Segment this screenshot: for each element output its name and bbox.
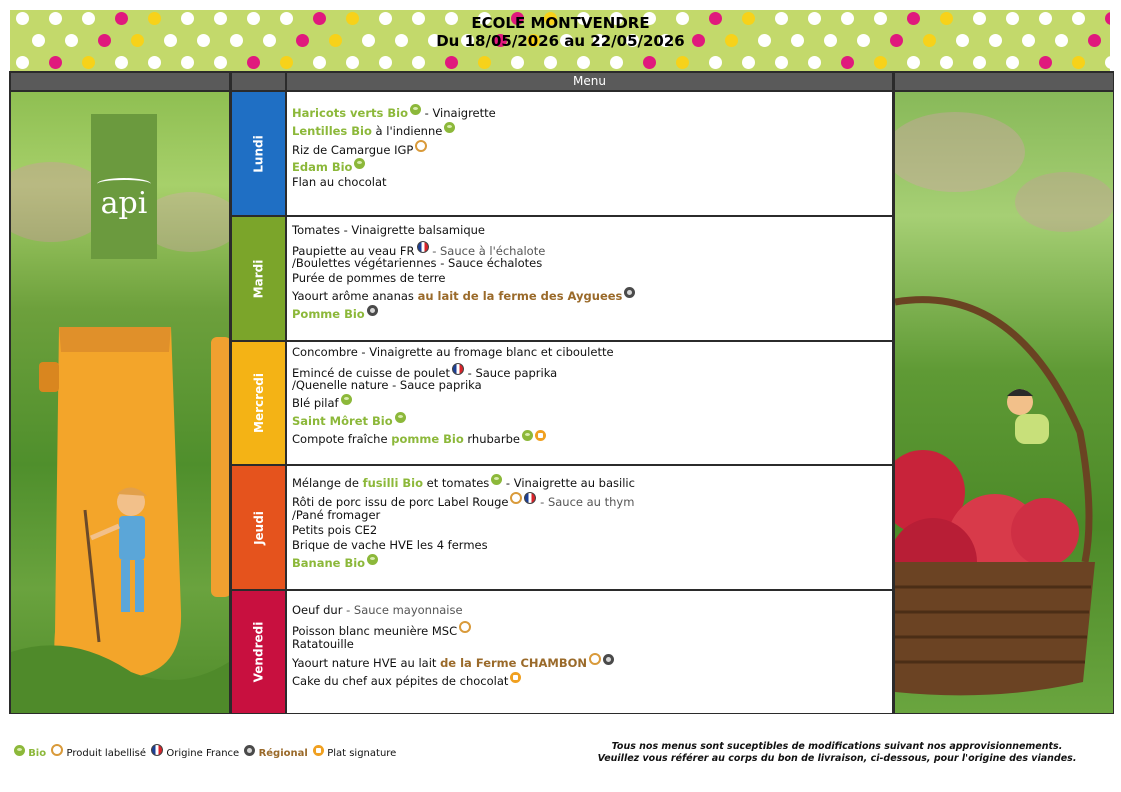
menu-item-text: Lentilles Bio (292, 124, 372, 138)
basket-illustration (895, 92, 1113, 713)
legend-signature: Plat signature (327, 748, 397, 759)
menu-item-text: - Sauce mayonnaise (342, 603, 463, 617)
menu-item (292, 305, 378, 322)
banner-dot (181, 56, 194, 69)
france-flag-icon (524, 492, 536, 504)
banner-dot (16, 56, 29, 69)
menu-cell-jeudi (287, 466, 892, 589)
day-label: Mardi (251, 259, 266, 298)
regional-icon (603, 654, 614, 665)
menu-item-text: Haricots verts Bio (292, 106, 408, 120)
menu-item (292, 394, 352, 411)
banner-dot (49, 56, 62, 69)
banner-dot (577, 56, 590, 69)
week-dates: Du 18/05/2026 au 22/05/2026 (436, 32, 685, 50)
apple-basket-photo (895, 92, 1113, 713)
banner-dot (973, 56, 986, 69)
regional-icon (624, 287, 635, 298)
menu-item-text: Paupiette au veau FR (292, 244, 415, 258)
legend-origin: Origine France (166, 748, 240, 759)
bio-icon (491, 474, 502, 485)
legend-regional: Régional (258, 748, 308, 759)
menu-item-text: Emincé de cuisse de poulet (292, 366, 450, 380)
banner-dot (214, 56, 227, 69)
banner-dot (115, 56, 128, 69)
menu-item (292, 378, 482, 393)
banner-dot (1072, 56, 1085, 69)
menu-item (292, 287, 635, 304)
bio-icon (444, 122, 455, 133)
menu-item (292, 412, 406, 429)
banner-dot (247, 56, 260, 69)
menu-item-text: Mélange de (292, 476, 363, 490)
menu-item-text: Concombre - Vinaigrette au fromage blanc et ciboulette (292, 345, 614, 359)
api-logo (91, 114, 157, 259)
logo-text: api (100, 186, 148, 221)
menu-item-text: Petits pois CE2 (292, 523, 378, 537)
day-label-wrap (232, 217, 285, 340)
signature-icon (510, 672, 521, 683)
banner-dot (148, 56, 161, 69)
menu-item-text: Brique de vache HVE les 4 fermes (292, 538, 488, 552)
france-flag-icon (151, 744, 163, 756)
menu-item-text: Blé pilaf (292, 396, 339, 410)
menu-item-text: /Boulettes végétariennes - Sauce échalotes (292, 256, 543, 270)
label-icon (415, 140, 427, 152)
day-label: Vendredi (251, 621, 266, 683)
disclaimer (560, 741, 1114, 765)
bio-icon (341, 394, 352, 405)
menu-item-text: de la Ferme CHAMBON (440, 656, 588, 670)
banner-dot (412, 56, 425, 69)
menu-item (292, 474, 635, 491)
menu-item (292, 140, 427, 158)
menu-item-text: - Sauce à l'échalote (428, 244, 546, 258)
menu-item (292, 637, 354, 652)
regional-icon (244, 745, 255, 756)
banner-dot (544, 56, 557, 69)
banner-dot (478, 56, 491, 69)
banner-dot (280, 56, 293, 69)
banner-dot (1105, 56, 1110, 69)
banner-dot (82, 56, 95, 69)
menu-item (292, 158, 365, 175)
banner-dot (676, 56, 689, 69)
banner-dot (709, 56, 722, 69)
page-title (0, 14, 1121, 50)
bio-icon (522, 430, 533, 441)
menu-item-text: Pomme Bio (292, 307, 365, 321)
school-name: ECOLE MONTVENDRE (471, 14, 650, 32)
day-label-wrap (232, 92, 285, 215)
menu-item (292, 223, 485, 238)
signature-icon (535, 430, 546, 441)
banner-dot (775, 56, 788, 69)
bio-icon (14, 745, 25, 756)
menu-item (292, 672, 521, 689)
menu-item-text: Flan au chocolat (292, 175, 387, 189)
menu-item-text: Yaourt arôme ananas (292, 289, 418, 303)
legend (12, 744, 396, 759)
menu-item-text: - Sauce paprika (464, 366, 558, 380)
menu-column-header: Menu (287, 73, 892, 90)
day-cell-lundi (232, 92, 285, 215)
day-cell-jeudi (232, 466, 285, 589)
banner-dot (313, 56, 326, 69)
menu-item-text: au lait de la ferme des Ayguees (417, 289, 623, 303)
banner-dot (379, 56, 392, 69)
menu-item-text: Oeuf dur (292, 603, 343, 617)
banner-dot (808, 56, 821, 69)
menu-item-text: Edam Bio (292, 160, 353, 174)
day-label-wrap (232, 342, 285, 464)
menu-item-text: rhubarbe (463, 432, 520, 446)
menu-item (292, 271, 446, 286)
menu-item-text: /Pané fromager (292, 508, 381, 522)
banner-dot (610, 56, 623, 69)
day-cell-vendredi (232, 591, 285, 713)
banner-dot (940, 56, 953, 69)
menu-item-text: pomme Bio (391, 432, 464, 446)
menu-item (292, 256, 542, 271)
day-cell-mardi (232, 217, 285, 340)
menu-item-text: Yaourt nature HVE au lait (292, 656, 441, 670)
menu-item-text: Saint Môret Bio (292, 414, 393, 428)
menu-item (292, 104, 496, 121)
label-icon (459, 621, 471, 633)
legend-label: Produit labellisé (66, 748, 147, 759)
menu-item-text: - Vinaigrette au basilic (502, 476, 635, 490)
label-icon (51, 744, 63, 756)
label-icon (510, 492, 522, 504)
menu-item-text: Banane Bio (292, 556, 366, 570)
header-cell-right (895, 73, 1113, 90)
header-cell-left (11, 73, 229, 90)
label-icon (589, 653, 601, 665)
menu-item (292, 538, 488, 553)
banner-dot (643, 56, 656, 69)
day-label: Mercredi (251, 373, 266, 433)
menu-item (292, 430, 546, 447)
bio-icon (367, 554, 378, 565)
menu-item-text: Riz de Camargue IGP (292, 143, 414, 157)
banner-dot (445, 56, 458, 69)
menu-item (292, 554, 378, 571)
menu-item-text: /Quenelle nature - Sauce paprika (292, 378, 482, 392)
bio-icon (354, 158, 365, 169)
banner-dot (907, 56, 920, 69)
bio-icon (395, 412, 406, 423)
france-flag-icon (417, 241, 429, 253)
menu-item-text: - Sauce au thym (536, 495, 635, 509)
menu-item-text: à l'indienne (371, 124, 443, 138)
day-cell-mercredi (232, 342, 285, 464)
france-flag-icon (452, 363, 464, 375)
menu-cell-vendredi (287, 591, 892, 713)
menu-item (292, 345, 614, 360)
menu-item-text: - Vinaigrette balsamique (339, 223, 485, 237)
banner-dot (1006, 56, 1019, 69)
menu-item-text: Tomates (292, 223, 340, 237)
menu-cell-lundi (287, 92, 892, 215)
bio-icon (410, 104, 421, 115)
banner-dot (1039, 56, 1052, 69)
menu-item (292, 122, 455, 139)
menu-item-text: fusilli Bio (362, 476, 424, 490)
header-cell-day (232, 73, 285, 90)
banner-dot (346, 56, 359, 69)
banner-dot (841, 56, 854, 69)
banner-dot (511, 56, 524, 69)
menu-item (292, 508, 380, 523)
day-label: Jeudi (251, 510, 266, 545)
menu-item-text: - Vinaigrette (420, 106, 496, 120)
banner-dot (742, 56, 755, 69)
day-label-wrap (232, 591, 285, 713)
menu-item-text: Ratatouille (292, 637, 354, 651)
menu-item-text: Poisson blanc meunière MSC (292, 624, 458, 638)
day-label: Lundi (251, 134, 266, 173)
disclaimer-line-1: Tous nos menus sont suceptibles de modifications suivant nos approvisionnements. (611, 741, 1063, 752)
menu-item-text: Compote fraîche (292, 432, 392, 446)
legend-bio: Bio (28, 748, 47, 759)
menu-item-text: et tomates (423, 476, 490, 490)
regional-icon (367, 305, 378, 316)
menu-item (292, 653, 614, 671)
menu-item (292, 523, 377, 538)
disclaimer-line-2: Veuillez vous référer au corps du bon de livraison, ci-dessous, pour l'origine des viandes. (597, 753, 1077, 764)
menu-cell-mercredi (287, 342, 892, 464)
banner-dot (874, 56, 887, 69)
day-label-wrap (232, 466, 285, 589)
menu-item-text: Rôti de porc issu de porc Label Rouge (292, 495, 509, 509)
menu-cell-mardi (287, 217, 892, 340)
signature-icon (313, 745, 324, 756)
menu-item-text: Purée de pommes de terre (292, 271, 446, 285)
menu-item (292, 603, 463, 618)
menu-item (292, 175, 387, 190)
menu-item-text: Cake du chef aux pépites de chocolat (292, 674, 509, 688)
